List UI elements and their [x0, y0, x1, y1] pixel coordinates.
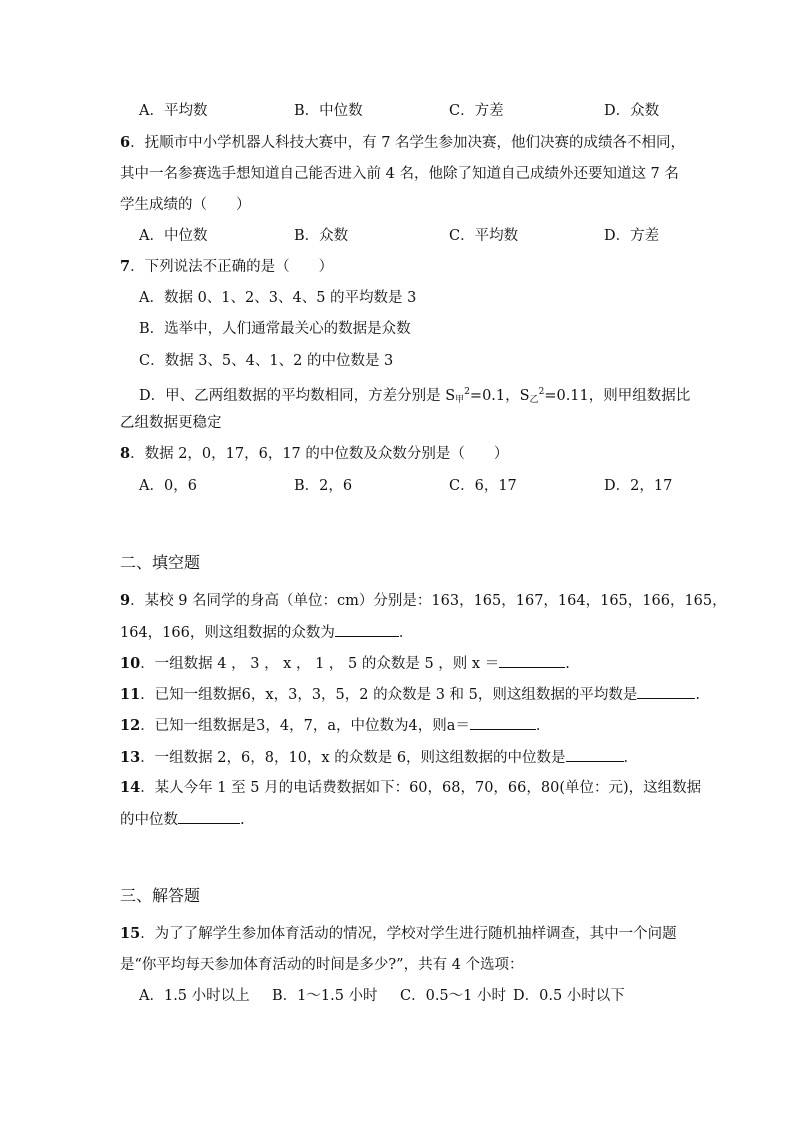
- q12-answer-blank[interactable]: [470, 715, 536, 730]
- q8-option-d: D．2，17: [604, 478, 673, 494]
- q6-line-3: 学生成绩的（ ）: [120, 197, 251, 213]
- q8-option-b: B．2，6: [294, 478, 353, 494]
- q9-line-2: [120, 622, 413, 643]
- q7-stem: ．下列说法不正确的是（ ）: [130, 259, 334, 275]
- q8-stem: ．数据 2，0，17，6，17 的中位数及众数分别是（ ）: [130, 446, 509, 462]
- q5-option-b: B．中位数: [294, 103, 363, 119]
- q15-option-a: A．1.5 小时以上: [139, 988, 250, 1004]
- q7-d-sub-yi: 乙: [529, 395, 539, 405]
- q7-option-c: C．数据 3、5、4、1、2 的中位数是 3: [139, 353, 394, 369]
- q7-d-sup-2: 2: [538, 387, 545, 397]
- q7-number: 7: [120, 258, 131, 275]
- q10-answer-blank[interactable]: [499, 653, 565, 668]
- q14-stem-1: ．某人今年 1 至 5 月的电话费数据如下：60，68，70，66，80(单位：元)，这组数据: [140, 780, 702, 796]
- q11-stem: ．已知一组数据6，x，3，3，5，2 的众数是 3 和 5，则这组数据的平均数是: [140, 687, 638, 703]
- q7-option-d-continued: 乙组数据更稳定: [120, 415, 222, 431]
- q7-d-sup-1: 2: [464, 387, 470, 397]
- q9-end: ．: [398, 625, 414, 641]
- q8-number: 8: [120, 445, 131, 462]
- q12-end: ．: [535, 718, 551, 734]
- q14-number: 14: [120, 779, 141, 796]
- q11-end: .: [695, 687, 700, 703]
- q8-option-a: A．0，6: [139, 478, 197, 494]
- q10-stem: ．一组数据 4 ， 3 ， x ， 1 ， 5 的众数是 5 ，则 x ＝: [140, 656, 500, 672]
- q14-stem-2: 的中位数: [120, 812, 178, 828]
- q12-stem: ．已知一组数据是3，4，7，a，中位数为4，则a＝: [140, 718, 470, 734]
- q15-stem-1: ．为了了解学生参加体育活动的情况，学校对学生进行随机抽样调查，其中一个问题: [140, 926, 677, 942]
- q15-line-2: 是“你平均每天参加体育活动的时间是多少?”，共有 4 个选项：: [120, 957, 524, 973]
- q8-option-c: C．6，17: [449, 478, 517, 494]
- q7-d-mid: =0.1，S: [469, 388, 530, 404]
- q13-number: 13: [120, 749, 141, 766]
- q13-end: ．: [623, 750, 639, 766]
- q6-option-c: C．平均数: [449, 228, 519, 244]
- q6-option-d: D．方差: [604, 228, 660, 244]
- q7-d-pre: D．甲、乙两组数据的平均数相同，方差分别是 S: [139, 388, 456, 404]
- q15-line-1: [120, 924, 677, 944]
- q7-d-sub-jia: 甲: [455, 395, 465, 405]
- q5-option-c: C．方差: [449, 103, 504, 119]
- q6-stem-1: ．抚顺市中小学机器人科技大赛中，有 7 名学生参加决赛，他们决赛的成绩各不相同，: [130, 135, 686, 151]
- q6-option-a: A．中位数: [139, 228, 208, 244]
- q15-option-c: C．0.5～1 小时: [400, 988, 506, 1004]
- q13-stem: ．一组数据 2，6，8，10，x 的众数是 6，则这组数据的中位数是: [140, 750, 566, 766]
- q6-option-b: B．众数: [294, 228, 349, 244]
- q9-number: 9: [120, 592, 131, 609]
- q7-option-d: [139, 382, 690, 410]
- q5-option-a: A．平均数: [139, 103, 208, 119]
- q9-stem-1: ．某校 9 名同学的身高（单位：cm）分别是：163，165，167，164，165，166，165，: [130, 593, 727, 609]
- q15-option-b: B．1～1.5 小时: [272, 988, 378, 1004]
- q12-number: 12: [120, 717, 141, 734]
- q14-line-1: [120, 778, 701, 798]
- q14-answer-blank[interactable]: [178, 809, 240, 824]
- q14-line-2: [120, 809, 245, 830]
- section-fill-in-title: 二、填空题: [120, 553, 201, 572]
- q13-answer-blank[interactable]: [566, 747, 624, 762]
- q9-stem-2: 164，166，则这组数据的众数为: [120, 625, 335, 641]
- q8-stem-line: [120, 444, 508, 464]
- q7-stem-line: [120, 257, 333, 277]
- q12-line: [120, 715, 550, 736]
- q10-end: .: [565, 656, 570, 672]
- q11-line: [120, 684, 700, 705]
- q6-line-2: 其中一名参赛选手想知道自己能否进入前 4 名，他除了知道自己成绩外还要知道这 7 名: [120, 166, 679, 182]
- q15-number: 15: [120, 925, 141, 942]
- q7-option-b: B．选举中，人们通常最关心的数据是众数: [139, 321, 411, 337]
- q10-number: 10: [120, 655, 141, 672]
- q11-answer-blank[interactable]: [637, 684, 695, 699]
- q10-line: [120, 653, 570, 674]
- q15-option-d: D．0.5 小时以下: [513, 988, 625, 1004]
- q14-end: .: [240, 812, 245, 828]
- q5-option-d: D．众数: [604, 103, 660, 119]
- q7-d-post: =0.11，则甲组数据比: [544, 388, 691, 404]
- q6-line-1: [120, 133, 685, 153]
- q7-option-a: A．数据 0、1、2、3、4、5 的平均数是 3: [139, 290, 417, 306]
- q13-line: [120, 747, 638, 768]
- q6-number: 6: [120, 134, 131, 151]
- section-answer-title: 三、解答题: [120, 886, 201, 905]
- q11-number: 11: [120, 686, 141, 703]
- q9-line-1: [120, 591, 727, 611]
- q9-answer-blank[interactable]: [335, 622, 399, 637]
